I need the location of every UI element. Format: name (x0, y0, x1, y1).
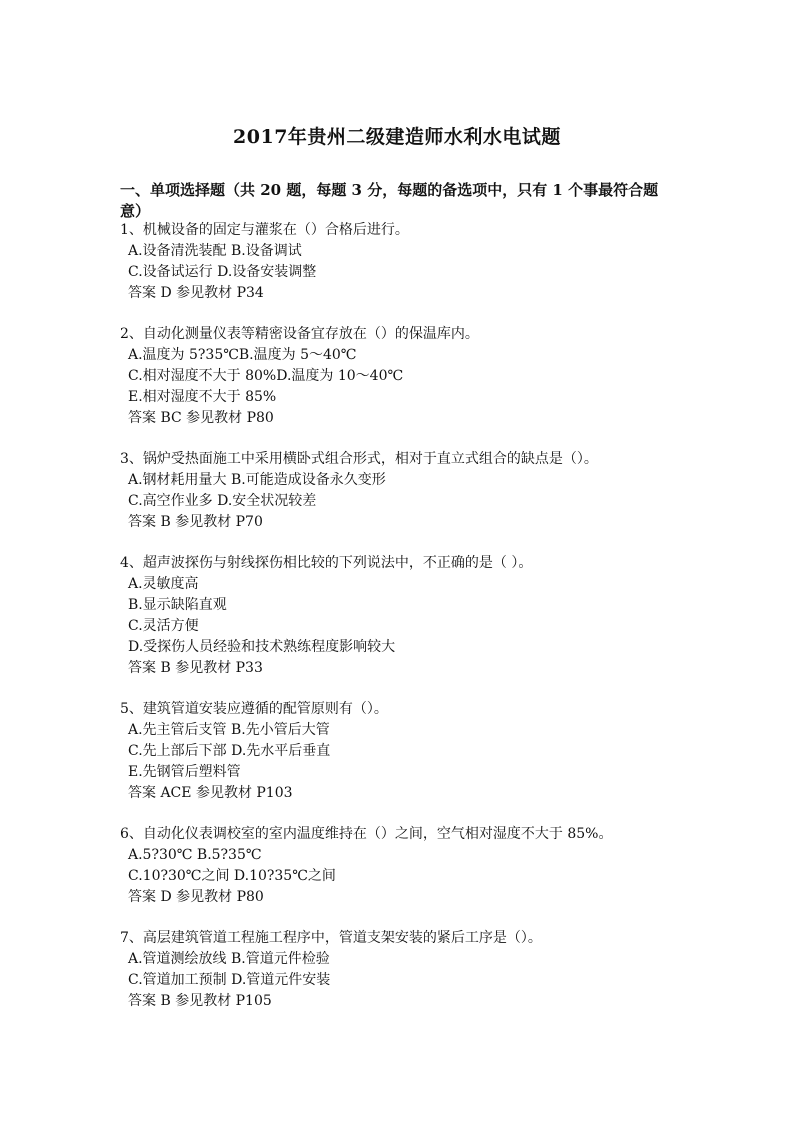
question-option: A.设备清洗装配 B.设备调试 (128, 243, 302, 259)
question-stem: 1、机械设备的固定与灌浆在（）合格后进行。 (120, 222, 409, 238)
question-option: D.受探伤人员经验和技术熟练程度影响较大 (128, 639, 396, 655)
question-answer: 答案 D 参见教材 P80 (128, 889, 264, 905)
question-stem: 2、自动化测量仪表等精密设备宜存放在（）的保温库内。 (120, 326, 479, 342)
question-block (120, 553, 680, 679)
question-option: E.相对湿度不大于 85% (128, 389, 277, 405)
question-stem: 7、高层建筑管道工程施工程序中，管道支架安装的紧后工序是（）。 (120, 930, 542, 946)
question-answer: 答案 B 参见教材 P33 (128, 660, 263, 676)
question-option: A.5?30℃ B.5?35℃ (128, 847, 262, 863)
section-heading: 一、单项选择题（共 20 题，每题 3 分，每题的备选项中，只有 1 个事最符合题意） (120, 181, 659, 220)
document-title: 2017年贵州二级建造师水利水电试题 (233, 126, 561, 148)
question-option: C.灵活方便 (128, 618, 199, 634)
question-option: A.温度为 5?35℃B.温度为 5～40℃ (128, 347, 357, 363)
question-option: C.管道加工预制 D.管道元件安装 (128, 972, 331, 988)
question-stem: 4、超声波探伤与射线探伤相比较的下列说法中，不正确的是（ ）。 (120, 555, 533, 571)
question-list (120, 220, 680, 1032)
question-block (120, 220, 680, 304)
question-answer: 答案 B 参见教材 P70 (128, 514, 263, 530)
question-stem: 5、建筑管道安装应遵循的配管原则有（）。 (120, 701, 388, 717)
question-block (120, 824, 680, 908)
question-option: C.高空作业多 D.安全状况较差 (128, 493, 317, 509)
question-option: A.先主管后支管 B.先小管后大管 (128, 722, 330, 738)
question-stem: 3、锅炉受热面施工中采用横卧式组合形式，相对于直立式组合的缺点是（）。 (120, 451, 598, 467)
question-answer: 答案 ACE 参见教材 P103 (128, 785, 293, 801)
question-option: B.显示缺陷直观 (128, 597, 227, 613)
question-option: C.设备试运行 D.设备安装调整 (128, 264, 317, 280)
question-block (120, 699, 680, 804)
question-block (120, 324, 680, 429)
question-answer: 答案 D 参见教材 P34 (128, 285, 264, 301)
question-option: C.先上部后下部 D.先水平后垂直 (128, 743, 331, 759)
question-answer: 答案 BC 参见教材 P80 (128, 410, 274, 426)
question-option: E.先钢管后塑料管 (128, 764, 241, 780)
question-block (120, 449, 680, 533)
question-option: A.灵敏度高 (128, 576, 199, 592)
question-option: C.相对湿度不大于 80%D.温度为 10～40℃ (128, 368, 404, 384)
question-option: C.10?30℃之间 D.10?35℃之间 (128, 868, 336, 884)
question-option: A.管道测绘放线 B.管道元件检验 (128, 951, 330, 967)
question-answer: 答案 B 参见教材 P105 (128, 993, 272, 1009)
question-stem: 6、自动化仪表调校室的室内温度维持在（）之间，空气相对湿度不大于 85%。 (120, 826, 613, 842)
question-option: A.钢材耗用量大 B.可能造成设备永久变形 (128, 472, 386, 488)
question-block (120, 928, 680, 1012)
